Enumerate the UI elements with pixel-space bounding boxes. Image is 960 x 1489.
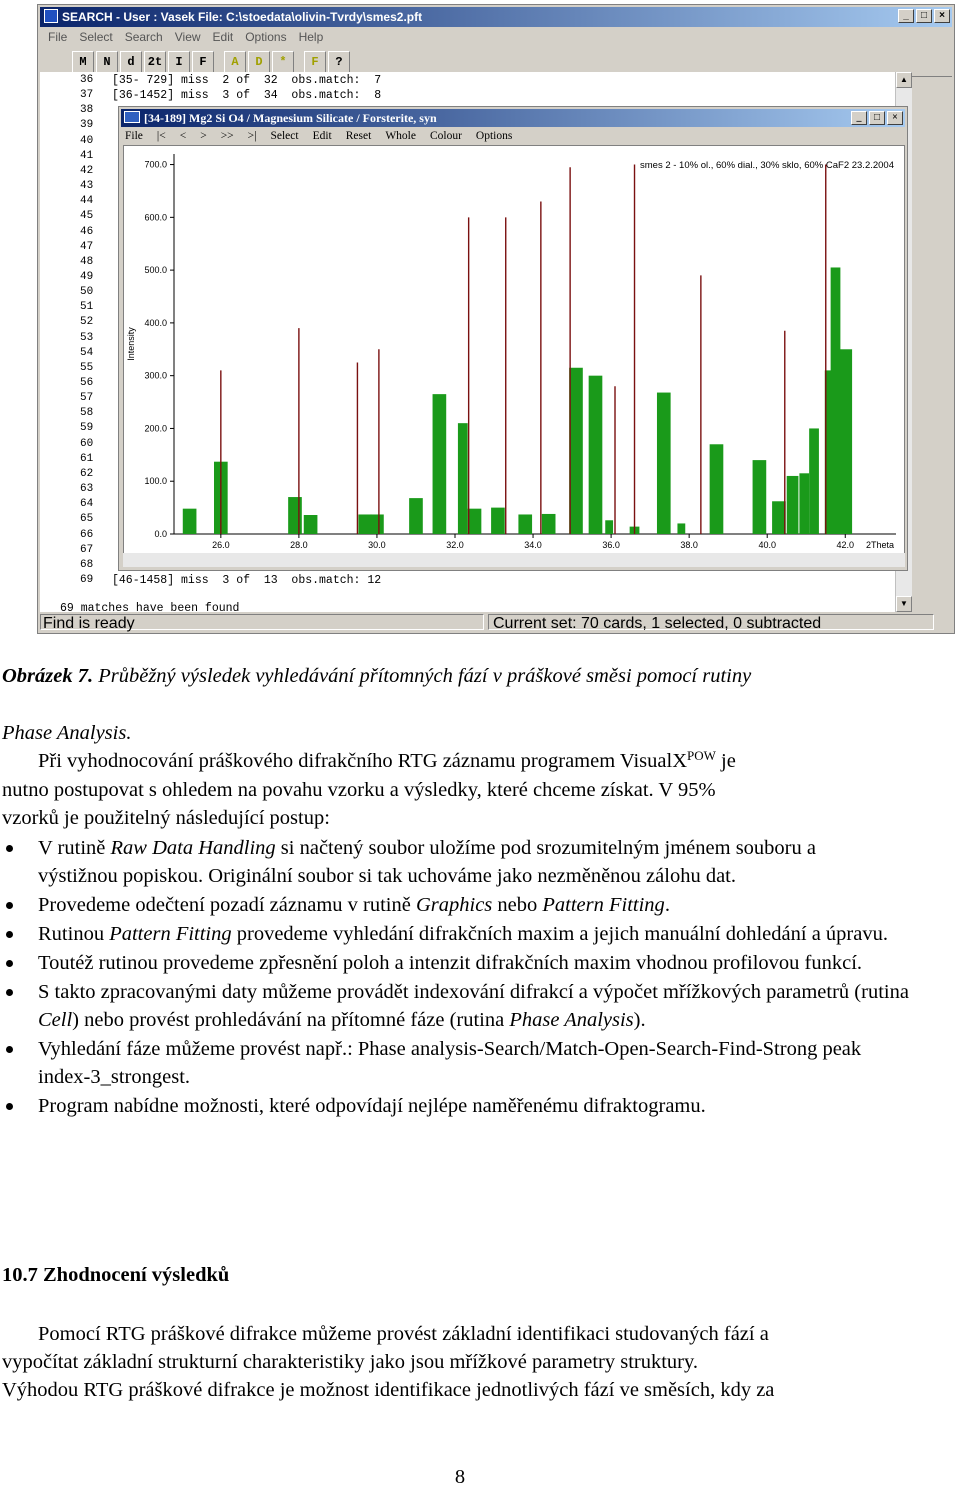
list-item[interactable]: [46-1458] miss 3 of 13 obs.match: 12 [112,574,382,587]
x-tick-label: 28.0 [290,540,308,550]
data-bar [605,520,613,534]
caption-text: Průběžný výsledek vyhledávání přítomných fází v práškové směsi pomocí rutiny [93,665,752,687]
toolbar-button-2t[interactable]: 2t [144,51,166,73]
last-card-button[interactable]: >| [247,130,257,142]
intro-line1 [2,747,942,775]
intro-superscript: POW [687,748,716,763]
data-bar [569,368,583,534]
x-tick-label: 40.0 [758,540,776,550]
chart-svg [124,146,904,556]
line-number: 45 [80,210,94,223]
line-number: 39 [80,119,94,132]
diffraction-chart[interactable] [123,145,905,565]
line-number: 68 [80,558,94,571]
data-bar [809,428,819,534]
conclusion-line1: Pomocí RTG práškové difrakce můžeme provést základní identifikaci studovaných fází a [38,1323,769,1345]
data-bar [677,523,685,534]
line-number: 43 [80,180,94,193]
search-window-title: SEARCH - User : Vasek File: C:\stoedata\olivin-Tvrdy\smes2.pft [62,10,423,24]
data-bar [491,508,505,534]
caption-line2: Phase Analysis. [2,722,132,744]
menu-search[interactable]: Search [124,30,163,44]
data-bar [458,423,468,534]
line-number: 47 [80,240,94,253]
data-bar [589,376,603,534]
intro-text-a: Při vyhodnocování práškového difrakčního RTG záznamu programem VisualX [38,750,688,772]
menu-options[interactable]: Options [245,30,287,44]
pattern-menu-reset[interactable]: Reset [345,130,372,142]
line-number: 53 [80,331,94,344]
line-number: 44 [80,195,94,208]
y-tick-label: 0.0 [154,529,167,539]
pattern-close-button[interactable]: × [887,111,903,125]
line-number: 59 [80,422,94,435]
status-right: Current set: 70 cards, 1 selected, 0 subtracted [488,614,934,630]
x-tick-label: 26.0 [212,540,230,550]
figure-caption [2,662,942,690]
scroll-down-icon[interactable]: ▼ [896,596,912,612]
data-bar [710,444,724,534]
help-icon[interactable]: ? [328,51,350,73]
data-bar [304,515,318,534]
pattern-window [118,106,908,571]
data-bar [288,497,302,534]
intro-text-b: je [715,750,736,772]
data-bar [838,349,852,534]
pattern-menu-file[interactable]: File [125,130,143,142]
first-card-button[interactable]: |< [156,130,166,142]
close-button[interactable]: × [934,9,950,23]
menu-view[interactable]: View [174,30,201,44]
x-tick-label: 34.0 [524,540,542,550]
list-item[interactable]: [36-1452] miss 3 of 34 obs.match: 8 [112,89,382,102]
y-tick-label: 700.0 [144,159,167,170]
line-number: 65 [80,513,94,526]
toolbar-button-n[interactable]: N [96,51,118,73]
toolbar-button-i[interactable]: I [168,51,190,73]
pattern-menu-select[interactable]: Select [270,130,299,142]
data-bar [409,498,423,534]
line-number: 62 [80,467,94,480]
x-tick-label: 38.0 [680,540,698,550]
list-item[interactable]: [35- 729] miss 2 of 32 obs.match: 7 [112,74,382,87]
pattern-menu-colour[interactable]: Colour [429,130,462,142]
statusbar-frame [37,612,955,634]
line-number: 40 [80,134,94,147]
toolbar-button-f[interactable]: F [192,51,214,73]
pattern-menubar [121,127,905,145]
line-number: 69 [80,573,94,586]
line-number: 46 [80,225,94,238]
page-number: 8 [454,1466,466,1488]
next-card-button[interactable]: > [200,130,207,142]
line-number: 42 [80,164,94,177]
data-bar [183,509,197,534]
caption-prefix: Obrázek 7. [2,665,94,687]
data-bar [468,509,482,534]
data-bar [518,514,532,534]
app-icon [44,9,58,23]
line-number: 36 [80,74,94,86]
y-tick-label: 500.0 [144,265,167,276]
intro-line2: nutno postupovat s ohledem na povahu vzorku a výsledky, které chceme získat. V 95% [2,779,716,801]
section-heading: 10.7 Zhodnocení výsledků [2,1264,230,1286]
chart-legend: smes 2 - 10% ol., 60% dial., 30% sklo, 60% CaF2 23.2.2004 [640,160,894,171]
data-bar [657,393,671,534]
fast-forward-button[interactable]: >> [220,130,234,142]
data-bar [370,514,384,534]
toolbar-button-a[interactable]: A [224,51,246,73]
line-number: 63 [80,483,94,496]
pattern-window-title: [34-189] Mg2 Si O4 / Magnesium Silicate / Forsterite, syn [144,111,437,125]
toolbar-button-star[interactable]: * [272,51,294,73]
pattern-menu-edit[interactable]: Edit [312,130,332,142]
list-item: Vyhledání fáze můžeme provést např.: Phase analysis-Search/Match-Open-Search-Find-Strong peak index-3_strongest. [0,1035,918,1091]
status-left: Find is ready [40,614,484,630]
list-item: Provedeme odečtení pozadí záznamu v rutině Graphics nebo Pattern Fitting. [0,891,940,919]
line-number: 66 [80,528,94,541]
line-number: 48 [80,255,94,268]
menu-select[interactable]: Select [79,30,113,44]
line-number: 67 [80,543,94,556]
toolbar-button-d2[interactable]: D [248,51,270,73]
y-axis-label: Intensity [126,327,136,361]
y-tick-label: 300.0 [144,370,167,381]
scroll-up-icon[interactable]: ▲ [896,72,912,88]
conclusion-line3: Výhodou RTG práškové difrakce je možnost identifikace jednotlivých fází ve směsích, kdy za [2,1379,775,1401]
line-number: 55 [80,361,94,374]
y-tick-label: 200.0 [144,423,167,434]
y-tick-label: 100.0 [144,476,167,487]
x-tick-label: 30.0 [368,540,386,550]
list-item: 69 matches have been found [60,602,240,612]
data-bar [542,514,556,534]
menu-edit[interactable]: Edit [212,30,234,44]
line-number: 49 [80,270,94,283]
line-number: 38 [80,104,94,117]
prev-card-button[interactable]: < [179,130,187,142]
data-bar [433,394,447,534]
line-number: 56 [80,377,94,389]
line-number: 54 [80,346,94,359]
maximize-button[interactable]: □ [916,9,932,23]
line-number: 64 [80,498,94,511]
line-number: 51 [80,301,94,314]
line-number: 61 [80,452,94,465]
x-tick-label: 42.0 [836,540,855,550]
minimize-button[interactable]: _ [898,9,914,23]
intro-line3: vzorků je použitelný následující postup: [2,807,330,829]
menu-help[interactable]: Help [298,30,324,44]
line-number: 52 [80,316,94,329]
pattern-maximize-button[interactable]: □ [869,111,885,125]
toolbar-button-d[interactable]: d [120,51,142,73]
data-bar [772,501,786,534]
list-item: S takto zpracovanými daty můžeme provádět indexování difrakcí a výpočet mřížkových parametrů (rutina Cell) nebo provést prohledávání na přítomné fáze (rutina Phase Analysis). [0,978,918,1034]
horizontal-scrollbar[interactable] [123,553,905,567]
conclusion-line2: vypočítat základní strukturní charakteristiky jako jsou mřížkové parametry struktury. [2,1351,699,1373]
data-bar [799,473,809,534]
pow-icon [124,111,140,123]
search-window-titlebar [40,7,952,27]
data-bar [753,460,767,534]
data-bar [358,514,372,534]
toolbar-button-m[interactable]: M [72,51,94,73]
x-axis-label: 2Theta [865,540,894,550]
list-item: Toutéž rutinou provedeme zpřesnění poloh a intenzit difrakčních maxim vhodnou profilovou funkcí. [0,949,898,977]
search-menubar [40,28,952,46]
line-number: 57 [80,392,94,405]
list-item: V rutině Raw Data Handling si načtený soubor uložíme pod srozumitelným jménem souboru a výstižnou popiskou. Originální soubor si tak uchováme jako nezměněnou zálohu dat. [0,834,898,890]
pattern-window-titlebar [121,109,905,127]
list-item: Program nabídne možnosti, které odpovídají nejlépe naměřenému difraktogramu. [0,1092,940,1120]
line-number: 37 [80,89,94,102]
x-tick-label: 32.0 [446,540,464,550]
line-number: 50 [80,286,94,299]
line-number: 58 [80,407,94,420]
line-number: 60 [80,437,94,450]
procedure-list [0,834,940,1121]
y-tick-label: 600.0 [144,212,167,223]
y-tick-label: 400.0 [144,317,167,328]
line-number: 41 [80,149,94,162]
toolbar-button-filter[interactable]: F [304,51,326,73]
list-item: Rutinou Pattern Fitting provedeme vyhledání difrakčních maxim a jejich manuální dohledání a úpravu. [0,920,898,948]
menu-file[interactable]: File [48,30,68,44]
pattern-menu-whole[interactable]: Whole [385,130,416,142]
x-tick-label: 36.0 [602,540,620,550]
data-bar [787,476,799,534]
pattern-menu-options[interactable]: Options [475,130,513,142]
pattern-minimize-button[interactable]: _ [851,111,867,125]
